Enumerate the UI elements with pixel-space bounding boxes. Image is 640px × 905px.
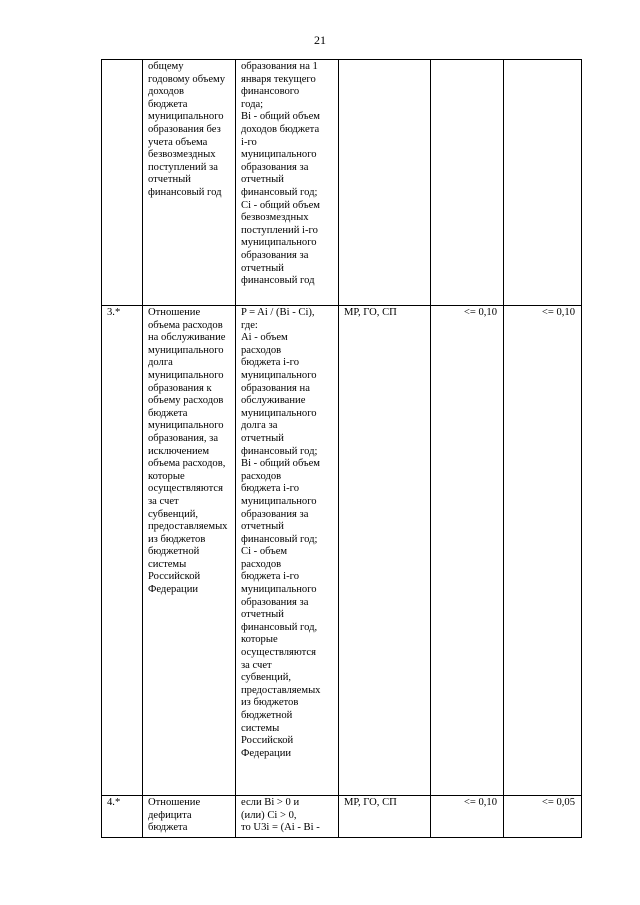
cell-text-line: образования на 1 bbox=[241, 61, 318, 72]
cell-text-line: то U3i = (Ai - Bi - bbox=[241, 822, 320, 834]
cell-text-line: финансовый год, bbox=[241, 621, 318, 633]
cell-text-line: муниципального bbox=[148, 420, 224, 432]
cell-text-line: образования за bbox=[241, 161, 309, 173]
cell-text-line: муниципального bbox=[241, 584, 317, 596]
cell-text-line: учета объема bbox=[148, 136, 208, 148]
cell-text-line: муниципального bbox=[241, 149, 317, 161]
value-cell-2 bbox=[504, 60, 582, 306]
formula-cell bbox=[236, 60, 339, 306]
cell-text-line: образования к bbox=[148, 382, 212, 394]
cell-text-line: муниципального bbox=[148, 111, 224, 123]
cell-text-line: на обслуживание bbox=[148, 332, 226, 344]
cell-text-line: Российской bbox=[241, 735, 294, 747]
cell-text-line: бюджета bbox=[148, 407, 188, 419]
cell-text-line: годовому объему bbox=[148, 73, 226, 85]
cell-text-line: осуществляются bbox=[148, 483, 224, 495]
cell-text-line: которые bbox=[241, 634, 278, 646]
cell-text-line: субвенций, bbox=[241, 672, 292, 684]
cell-text-line: где: bbox=[241, 319, 258, 331]
cell-text-line: расходов bbox=[241, 558, 282, 570]
cell-text-line: муниципального bbox=[241, 237, 317, 249]
value-cell-1 bbox=[431, 60, 504, 306]
cell-text-line: бюджета bbox=[148, 98, 188, 110]
cell-text-line: образования за bbox=[241, 596, 309, 608]
value-cell-1: <= 0,10 bbox=[431, 796, 504, 838]
cell-text-line: муниципального bbox=[241, 495, 317, 507]
cell-text-line: дефицита bbox=[148, 809, 192, 821]
row-number-cell: 3.* bbox=[102, 306, 143, 796]
cell-text-line: финансовый год; bbox=[241, 445, 318, 457]
cell-text-line: Ci - общий объем bbox=[241, 199, 320, 211]
cell-text-line: года; bbox=[241, 98, 264, 110]
cell-text-line: системы bbox=[241, 722, 280, 734]
cell-text-line: общему bbox=[148, 61, 184, 72]
cell-text-line: долга bbox=[148, 357, 173, 369]
cell-text-line: финансовый год bbox=[148, 186, 222, 198]
cell-text-line: (или) Ci > 0, bbox=[241, 809, 297, 821]
cell-text-line: отчетный bbox=[241, 262, 284, 274]
cell-text-line: i-го bbox=[241, 136, 257, 148]
formula-cell bbox=[236, 306, 339, 796]
indicator-cell bbox=[143, 306, 236, 796]
row-number-cell: 4.* bbox=[102, 796, 143, 838]
scope-cell bbox=[339, 60, 431, 306]
cell-text-line: предоставляемых bbox=[241, 684, 321, 696]
value-cell-2: <= 0,05 bbox=[504, 796, 582, 838]
cell-text-line: Bi - общий объем bbox=[241, 111, 320, 123]
cell-text-line: исключением bbox=[148, 445, 210, 457]
scope-cell: МР, ГО, СП bbox=[339, 306, 431, 796]
cell-text-line: отчетный bbox=[148, 174, 191, 186]
cell-text-line: объема расходов bbox=[148, 319, 223, 331]
indicator-cell bbox=[143, 60, 236, 306]
cell-text-line: образования за bbox=[241, 249, 309, 261]
cell-text-line: Отношение bbox=[148, 307, 201, 318]
cell-text-line: бюджетной bbox=[241, 710, 293, 721]
cell-text-line: бюджета i-го bbox=[241, 571, 299, 583]
cell-text-line: образования без bbox=[148, 123, 221, 135]
cell-text-line: отчетный bbox=[241, 609, 284, 621]
cell-text-line: за счет bbox=[148, 495, 179, 507]
cell-text-line: осуществляются bbox=[241, 647, 317, 659]
cell-text-line: доходов bbox=[148, 86, 184, 98]
cell-text-line: муниципального bbox=[148, 344, 224, 356]
cell-text-line: муниципального bbox=[241, 407, 317, 419]
cell-text-line: отчетный bbox=[241, 521, 284, 533]
cell-text-line: системы bbox=[148, 558, 187, 570]
cell-text-line: субвенций, bbox=[148, 508, 199, 520]
cell-text-line: доходов бюджета bbox=[241, 123, 320, 135]
cell-text-line: за счет bbox=[241, 659, 272, 671]
value-cell-1: <= 0,10 bbox=[431, 306, 504, 796]
cell-text-line: из бюджетов bbox=[241, 697, 299, 709]
cell-text-line: расходов bbox=[241, 470, 282, 482]
cell-text-line: образования на bbox=[241, 382, 310, 394]
cell-text-line: расходов bbox=[241, 344, 282, 356]
cell-text-line: объема расходов, bbox=[148, 458, 226, 470]
cell-text-line: Ci - объем bbox=[241, 546, 288, 558]
cell-text-line: января текущего bbox=[241, 73, 316, 85]
cell-text-line: которые bbox=[148, 470, 185, 482]
cell-text-line: P = Ai / (Bi - Ci), bbox=[241, 307, 315, 318]
cell-text-line: финансового bbox=[241, 86, 300, 98]
table-body bbox=[102, 60, 582, 838]
cell-text-line: бюджета i-го bbox=[241, 357, 299, 369]
cell-text-line: объему расходов bbox=[148, 395, 224, 407]
cell-text-line: отчетный bbox=[241, 174, 284, 186]
cell-text-line: безвозмездных bbox=[241, 212, 309, 224]
cell-text-line: бюджета bbox=[148, 822, 188, 834]
cell-text-line: поступлений за bbox=[148, 161, 218, 173]
indicator-cell bbox=[143, 796, 236, 838]
cell-text-line: Ai - объем bbox=[241, 332, 288, 344]
cell-text-line: обслуживание bbox=[241, 395, 306, 407]
page-number: 21 bbox=[314, 33, 326, 47]
cell-text-line: муниципального bbox=[241, 369, 317, 381]
table-row bbox=[102, 306, 582, 796]
cell-text-line: образования, за bbox=[148, 432, 219, 444]
cell-text-line: муниципального bbox=[148, 369, 224, 381]
formula-cell bbox=[236, 796, 339, 838]
cell-text-line: отчетный bbox=[241, 432, 284, 444]
cell-text-line: Российской bbox=[148, 571, 201, 583]
cell-text-line: Bi - общий объем bbox=[241, 458, 320, 470]
cell-text-line: Отношение bbox=[148, 797, 201, 808]
row-number-cell bbox=[102, 60, 143, 306]
cell-text-line: Федерации bbox=[148, 584, 199, 596]
cell-text-line: Федерации bbox=[241, 747, 292, 759]
scope-cell: МР, ГО, СП bbox=[339, 796, 431, 838]
cell-text-line: бюджета i-го bbox=[241, 483, 299, 495]
indicator-table bbox=[101, 59, 582, 838]
cell-text-line: финансовый год; bbox=[241, 186, 318, 198]
cell-text-line: образования за bbox=[241, 508, 309, 520]
cell-text-line: долга за bbox=[241, 420, 278, 432]
cell-text-line: финансовый год; bbox=[241, 533, 318, 545]
table-row bbox=[102, 796, 582, 838]
cell-text-line: из бюджетов bbox=[148, 533, 206, 545]
cell-text-line: поступлений i-го bbox=[241, 224, 318, 236]
value-cell-2: <= 0,10 bbox=[504, 306, 582, 796]
cell-text-line: финансовый год bbox=[241, 275, 315, 287]
table-row bbox=[102, 60, 582, 306]
cell-text-line: если Bi > 0 и bbox=[241, 797, 300, 808]
cell-text-line: безвозмездных bbox=[148, 149, 216, 161]
cell-text-line: предоставляемых bbox=[148, 521, 228, 533]
cell-text-line: бюджетной bbox=[148, 546, 200, 558]
